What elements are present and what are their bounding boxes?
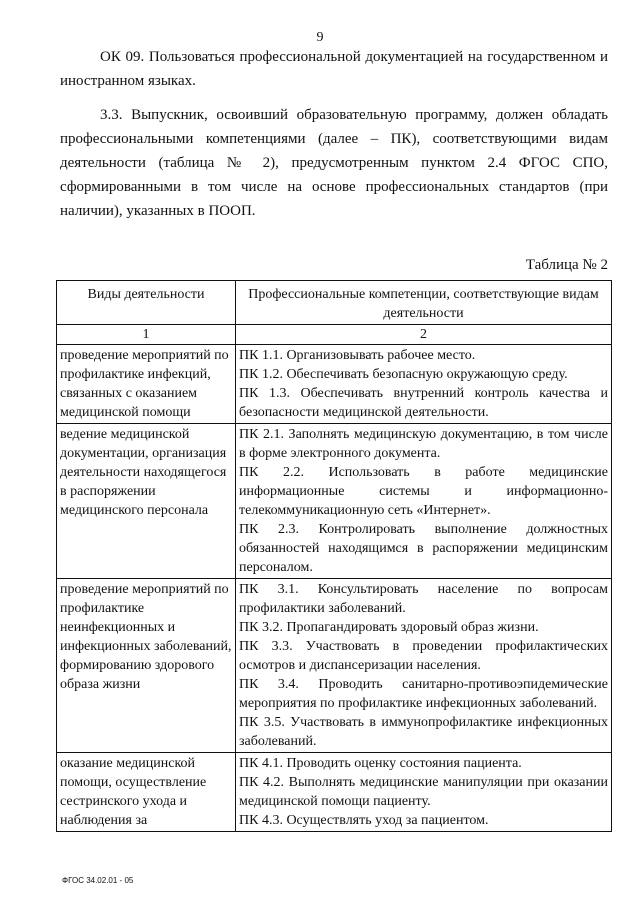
competency-item: ПК 4.2. Выполнять медицинские манипуляции при оказании медицинской помощи пациенту. bbox=[239, 775, 608, 809]
footer-code: ФГОС 34.02.01 - 05 bbox=[62, 876, 134, 885]
activity-cell: ведение медицинской документации, организация деятельности находящегося в распоряжении медицинского персонала bbox=[57, 424, 236, 579]
competency-cell bbox=[236, 424, 612, 579]
page-number: 9 bbox=[316, 30, 324, 45]
activity-cell: оказание медицинской помощи, осуществление сестринского ухода и наблюдения за bbox=[57, 753, 236, 832]
competency-cell bbox=[236, 579, 612, 753]
paragraph-3-3: 3.3. Выпускник, освоивший образовательную программу, должен обладать профессиональными компетенциями (далее – ПК), соответствующими видам деятельности (таблица № 2), предусмотренным пунктом 2.4 ФГОС СПО, сформированными в том числе на основе профессиональных стандартов (при наличии), указанных в ПООП. bbox=[60, 107, 608, 219]
competency-item: ПК 4.1. Проводить оценку состояния пациента. bbox=[239, 756, 522, 771]
competency-item: ПК 1.1. Организовывать рабочее место. bbox=[239, 348, 476, 363]
table-number-row bbox=[57, 325, 612, 345]
competency-item: ПК 1.3. Обеспечивать внутренний контроль качества и безопасности медицинской деятельности. bbox=[239, 386, 608, 420]
competency-item: ПК 3.2. Пропагандировать здоровый образ жизни. bbox=[239, 620, 539, 635]
competency-item: ПК 3.5. Участвовать в иммунопрофилактике инфекционных заболеваний. bbox=[239, 715, 608, 749]
activity-cell: проведение мероприятий по профилактике инфекций, связанных с оказанием медицинской помощи bbox=[57, 345, 236, 424]
competency-item: ПК 3.3. Участвовать в проведении профилактических осмотров и диспансеризации населения. bbox=[239, 639, 608, 673]
competency-item: ПК 2.3. Контролировать выполнение должностных обязанностей находящимся в распоряжении медицинским персоналом. bbox=[239, 522, 608, 575]
competency-cell bbox=[236, 345, 612, 424]
competency-item: ПК 2.1. Заполнять медицинскую документацию, в том числе в форме электронного документа. bbox=[239, 427, 608, 461]
table-row bbox=[57, 424, 612, 579]
table-row bbox=[57, 579, 612, 753]
competency-item: ПК 4.3. Осуществлять уход за пациентом. bbox=[239, 813, 489, 828]
competency-item: ПК 1.2. Обеспечивать безопасную окружающую среду. bbox=[239, 367, 568, 382]
competency-item: ПК 3.4. Проводить санитарно-противоэпидемические мероприятия по профилактике инфекционных заболеваний. bbox=[239, 677, 608, 711]
competency-item: ПК 3.1. Консультировать население по вопросам профилактики заболеваний. bbox=[239, 582, 608, 616]
header-activity: Виды деятельности bbox=[57, 281, 236, 325]
table-caption: Таблица № 2 bbox=[525, 257, 608, 273]
table-header-row bbox=[57, 281, 612, 325]
competency-item: ПК 2.2. Использовать в работе медицинские информационные системы и информационно-телекоммуникационную сеть «Интернет». bbox=[239, 465, 608, 518]
activity-cell: проведение мероприятий по профилактике неинфекционных и инфекционных заболеваний, формированию здорового образа жизни bbox=[57, 579, 236, 753]
table-row bbox=[57, 753, 612, 832]
table-row bbox=[57, 345, 612, 424]
column-number-1: 1 bbox=[57, 325, 236, 345]
column-number-2: 2 bbox=[236, 325, 612, 345]
competency-cell bbox=[236, 753, 612, 832]
header-competencies: Профессиональные компетенции, соответствующие видам деятельности bbox=[236, 281, 612, 325]
paragraph-ok09: ОК 09. Пользоваться профессиональной документацией на государственном и иностранном языках. bbox=[60, 49, 608, 89]
competencies-table bbox=[56, 280, 612, 832]
